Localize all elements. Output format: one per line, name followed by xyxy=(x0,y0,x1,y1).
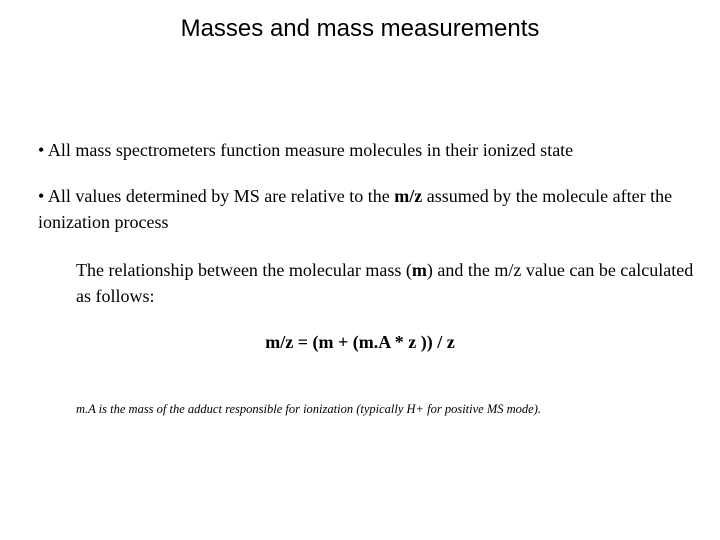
bullet-text: All mass spectrometers function measure molecules in their ionized state xyxy=(47,140,574,160)
bullet-bold-term: m/z xyxy=(394,186,423,206)
relationship-text-before: The relationship between the molecular mass ( xyxy=(76,260,412,280)
bullet-text-after: assumed by the molecule after the ionization process xyxy=(38,186,673,232)
mz-formula: m/z = (m + (m.A * z )) / z xyxy=(265,332,455,352)
adduct-note: m.A is the mass of the adduct responsible for ionization (typically H+ for positive MS mode). xyxy=(76,402,541,416)
bullet-text-before: All values determined by MS are relative to the xyxy=(47,186,395,206)
slide-title: Masses and mass measurements xyxy=(180,15,540,42)
bullet-marker: • xyxy=(38,140,45,160)
relationship-text-after: ) and the m/z value can be calculated as follows: xyxy=(76,260,694,306)
bullet-relative-values xyxy=(38,183,698,235)
relationship-paragraph xyxy=(76,257,696,309)
bullet-marker: • xyxy=(38,186,45,206)
bullet-ionized-state xyxy=(38,137,698,163)
relationship-bold-term: m xyxy=(411,260,427,280)
